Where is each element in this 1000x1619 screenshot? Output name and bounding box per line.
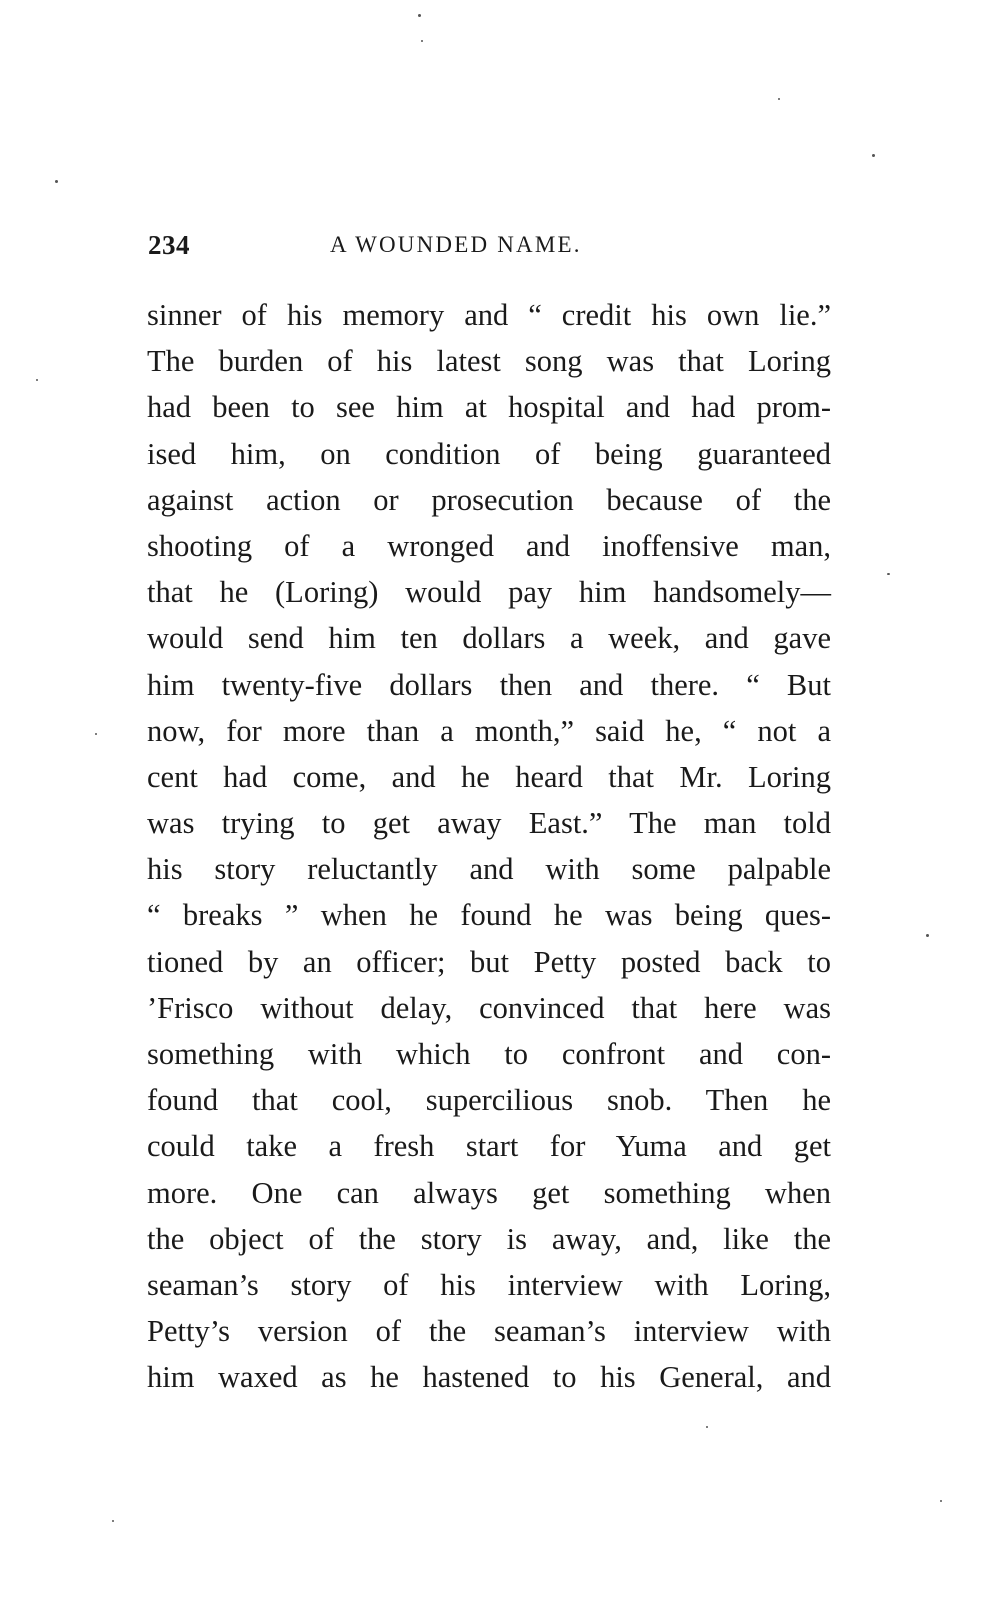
text-line: cent had come, and he heard that Mr. Loring xyxy=(147,759,831,794)
running-title: A WOUNDED NAME. xyxy=(330,232,582,257)
scan-speck xyxy=(421,40,423,42)
scan-speck xyxy=(887,573,890,575)
page-header xyxy=(148,230,838,270)
scan-speck xyxy=(872,154,875,157)
text-line: him twenty-five dollars then and there. “ But xyxy=(147,667,831,702)
text-line: found that cool, supercilious snob. Then he xyxy=(147,1083,831,1118)
text-line: his story reluctantly and with some palpable xyxy=(147,852,831,887)
text-line: would send him ten dollars a week, and gave xyxy=(147,621,831,656)
scan-speck xyxy=(706,1426,708,1428)
text-line: shooting of a wronged and inoffensive man, xyxy=(147,528,831,563)
text-line: had been to see him at hospital and had prom- xyxy=(147,390,831,425)
scan-speck xyxy=(778,98,780,100)
text-line: Petty’s version of the seaman’s interview with xyxy=(147,1314,831,1349)
scan-speck xyxy=(95,733,97,735)
text-line: something with which to confront and con- xyxy=(147,1037,831,1071)
page-number: 234 xyxy=(148,230,190,260)
text-line: the object of the story is away, and, like the xyxy=(147,1221,831,1256)
text-line: against action or prosecution because of the xyxy=(147,482,831,517)
scan-speck xyxy=(940,1500,942,1502)
text-line: The burden of his latest song was that Loring xyxy=(147,344,831,379)
text-line: sinner of his memory and “ credit his own lie.” xyxy=(147,298,831,332)
scan-speck xyxy=(418,14,421,17)
text-line: ’Frisco without delay, convinced that here was xyxy=(147,990,831,1025)
text-line: seaman’s story of his interview with Loring, xyxy=(147,1267,831,1302)
text-line: “ breaks ” when he found he was being ques- xyxy=(147,898,831,933)
scan-speck xyxy=(112,1520,114,1522)
text-line: now, for more than a month,” said he, “ not a xyxy=(147,713,831,748)
text-line: him waxed as he hastened to his General, and xyxy=(147,1360,831,1395)
scan-speck xyxy=(36,379,38,381)
body-text xyxy=(147,292,831,1401)
text-line: could take a fresh start for Yuma and get xyxy=(147,1129,831,1164)
scan-speck xyxy=(55,180,58,183)
text-line: more. One can always get something when xyxy=(147,1175,831,1210)
scan-speck xyxy=(926,934,929,937)
text-line: ised him, on condition of being guaranteed xyxy=(147,436,831,471)
text-line: tioned by an officer; but Petty posted back to xyxy=(147,944,831,979)
text-line: that he (Loring) would pay him handsomely— xyxy=(147,575,831,610)
text-line: was trying to get away East.” The man told xyxy=(147,806,831,841)
